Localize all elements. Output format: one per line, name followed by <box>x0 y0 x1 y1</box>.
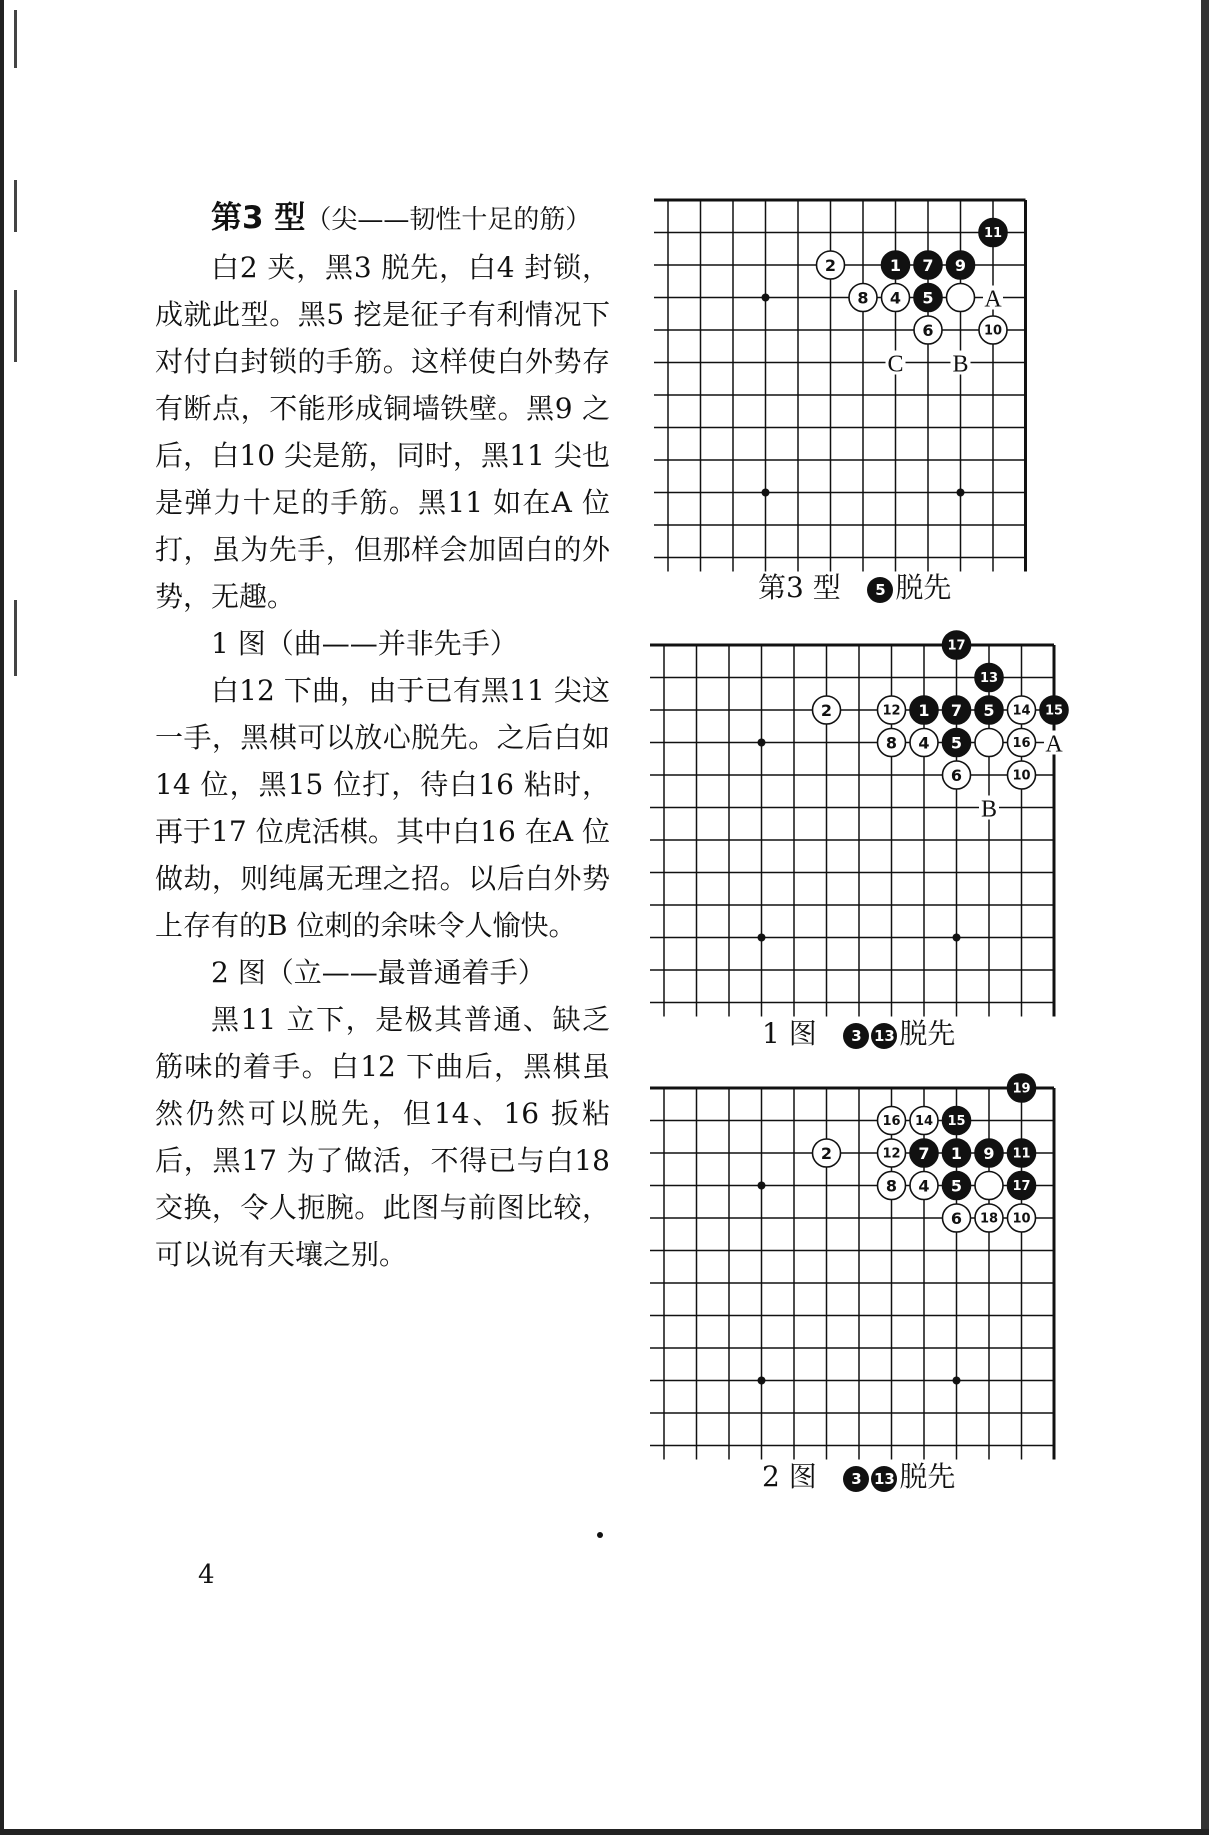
caption-suffix: 脱先 <box>899 1460 956 1493</box>
caption-stone-icon: 13 <box>871 1466 897 1492</box>
go-board <box>650 635 1064 1007</box>
point-label: A <box>1045 731 1063 758</box>
body-text <box>155 195 610 1278</box>
move-number: 15 <box>1044 703 1064 719</box>
move-number: 12 <box>882 1146 901 1162</box>
move-number: 14 <box>914 1114 934 1130</box>
star-point <box>953 1377 961 1385</box>
move-number: 18 <box>979 1211 999 1227</box>
move-number: 6 <box>922 320 934 340</box>
section-heading <box>155 195 610 244</box>
move-number: 16 <box>1012 736 1031 752</box>
go-diagram-fig2 <box>650 1078 1060 1450</box>
caption-stone-icon: 3 <box>843 1023 869 1049</box>
star-point <box>758 739 766 747</box>
point-label: B <box>980 796 998 823</box>
move-number: 5 <box>950 733 963 753</box>
move-number: 7 <box>922 255 934 275</box>
move-number: 4 <box>889 288 902 308</box>
move-number: 11 <box>983 226 1003 242</box>
move-number: 15 <box>947 1114 966 1130</box>
type-subtitle: （尖——韧性十足的筋） <box>305 205 592 235</box>
white-stone <box>947 284 975 312</box>
margin-mark <box>14 600 17 676</box>
page-frame-left <box>0 0 4 1835</box>
star-point <box>953 934 961 942</box>
diagram-caption <box>762 1455 955 1495</box>
paragraph-3: 黑11 立下，是极其普通、缺乏筋味的着手。白12 下曲后，黑棋虽然仍然可以脱先，但14、16 扳粘后，黑17 为了做活，不得已与白18 交换，令人扼腕。此图与前图比较，可以说有天壤之别。 <box>155 1003 610 1271</box>
move-number: 17 <box>1012 1179 1031 1195</box>
move-number: 8 <box>857 288 869 308</box>
move-number: 14 <box>1012 703 1031 719</box>
star-point <box>758 1182 766 1190</box>
move-number: 2 <box>820 1143 833 1163</box>
move-number: 16 <box>882 1114 901 1130</box>
figure-1-heading: 1 图（曲——并非先手） <box>211 627 518 660</box>
move-number: 13 <box>979 671 999 687</box>
star-point <box>758 934 766 942</box>
move-number: 4 <box>918 733 930 753</box>
star-point <box>762 294 770 302</box>
point-label: C <box>887 351 904 378</box>
star-point <box>758 1377 766 1385</box>
ink-speck <box>597 1532 603 1538</box>
move-number: 10 <box>1012 1211 1031 1227</box>
diagram-caption <box>758 566 951 606</box>
go-diagram-type3 <box>650 190 1050 562</box>
caption-suffix: 脱先 <box>899 1017 956 1050</box>
figure-2-heading: 2 图（立——最普通着手） <box>211 956 546 989</box>
move-number: 4 <box>918 1176 930 1196</box>
star-point <box>762 489 770 497</box>
go-diagram-fig1 <box>650 635 1064 1007</box>
caption-suffix: 脱先 <box>895 571 952 604</box>
page-frame-bottom <box>0 1829 1209 1835</box>
caption-title: 第3 型 <box>758 571 841 604</box>
move-number: 19 <box>1012 1081 1031 1097</box>
move-number: 5 <box>922 288 934 308</box>
move-number: 1 <box>950 1143 963 1163</box>
move-number: 2 <box>824 255 837 275</box>
move-number: 1 <box>918 700 930 720</box>
caption-title: 1 图 <box>762 1017 817 1050</box>
page-number: 4 <box>198 1560 215 1590</box>
diagram-caption <box>762 1012 955 1052</box>
move-number: 7 <box>918 1143 930 1163</box>
move-number: 6 <box>950 1208 963 1228</box>
white-stone <box>975 1172 1003 1200</box>
move-number: 9 <box>983 1143 995 1163</box>
star-point <box>957 489 965 497</box>
caption-stone-icon: 5 <box>867 577 893 603</box>
move-number: 8 <box>885 1176 898 1196</box>
move-number: 10 <box>1012 768 1031 784</box>
caption-stone-icon: 3 <box>843 1466 869 1492</box>
margin-mark <box>14 290 17 362</box>
page-frame-right <box>1201 0 1209 1835</box>
go-board <box>650 1078 1060 1450</box>
move-number: 6 <box>950 765 963 785</box>
move-number: 1 <box>889 255 902 275</box>
margin-mark <box>14 180 17 232</box>
move-number: 17 <box>947 638 966 654</box>
move-number: 5 <box>950 1176 963 1196</box>
move-number: 9 <box>954 255 967 275</box>
point-label: B <box>952 351 969 378</box>
paragraph-2: 白12 下曲，由于已有黑11 尖这 一手，黑棋可以放心脱先。之后白如14 位，黑15 位打，待白16 粘时，再于17 位虎活棋。其中白16 在A 位做劫，则纯属无理之招。以后白外势上存有的B 位刺的余味令人愉快。 <box>155 674 610 942</box>
white-stone <box>975 729 1003 757</box>
move-number: 10 <box>983 323 1003 339</box>
margin-mark <box>14 10 17 68</box>
type-title: 第3 型 <box>211 200 306 236</box>
caption-title: 2 图 <box>762 1460 817 1493</box>
paragraph-1: 白2 夹，黑3 脱先，白4 封锁，成就此型。黑5 挖是征子有利情况下对付白封锁的手筋。这样使白外势存有断点，不能形成铜墙铁壁。黑9 之后，白10 尖是筋，同时，黑11 尖也是弹力十足的手筋。黑11 如在A 位打，虽为先手，但那样会加固白的外势，无趣。 <box>155 251 610 613</box>
move-number: 2 <box>820 700 833 720</box>
move-number: 8 <box>885 733 898 753</box>
move-number: 5 <box>983 700 995 720</box>
caption-stone-icon: 13 <box>871 1023 897 1049</box>
go-board <box>650 190 1050 562</box>
move-number: 7 <box>950 700 963 720</box>
move-number: 12 <box>882 703 901 719</box>
point-label: A <box>984 286 1002 313</box>
move-number: 11 <box>1012 1146 1031 1162</box>
